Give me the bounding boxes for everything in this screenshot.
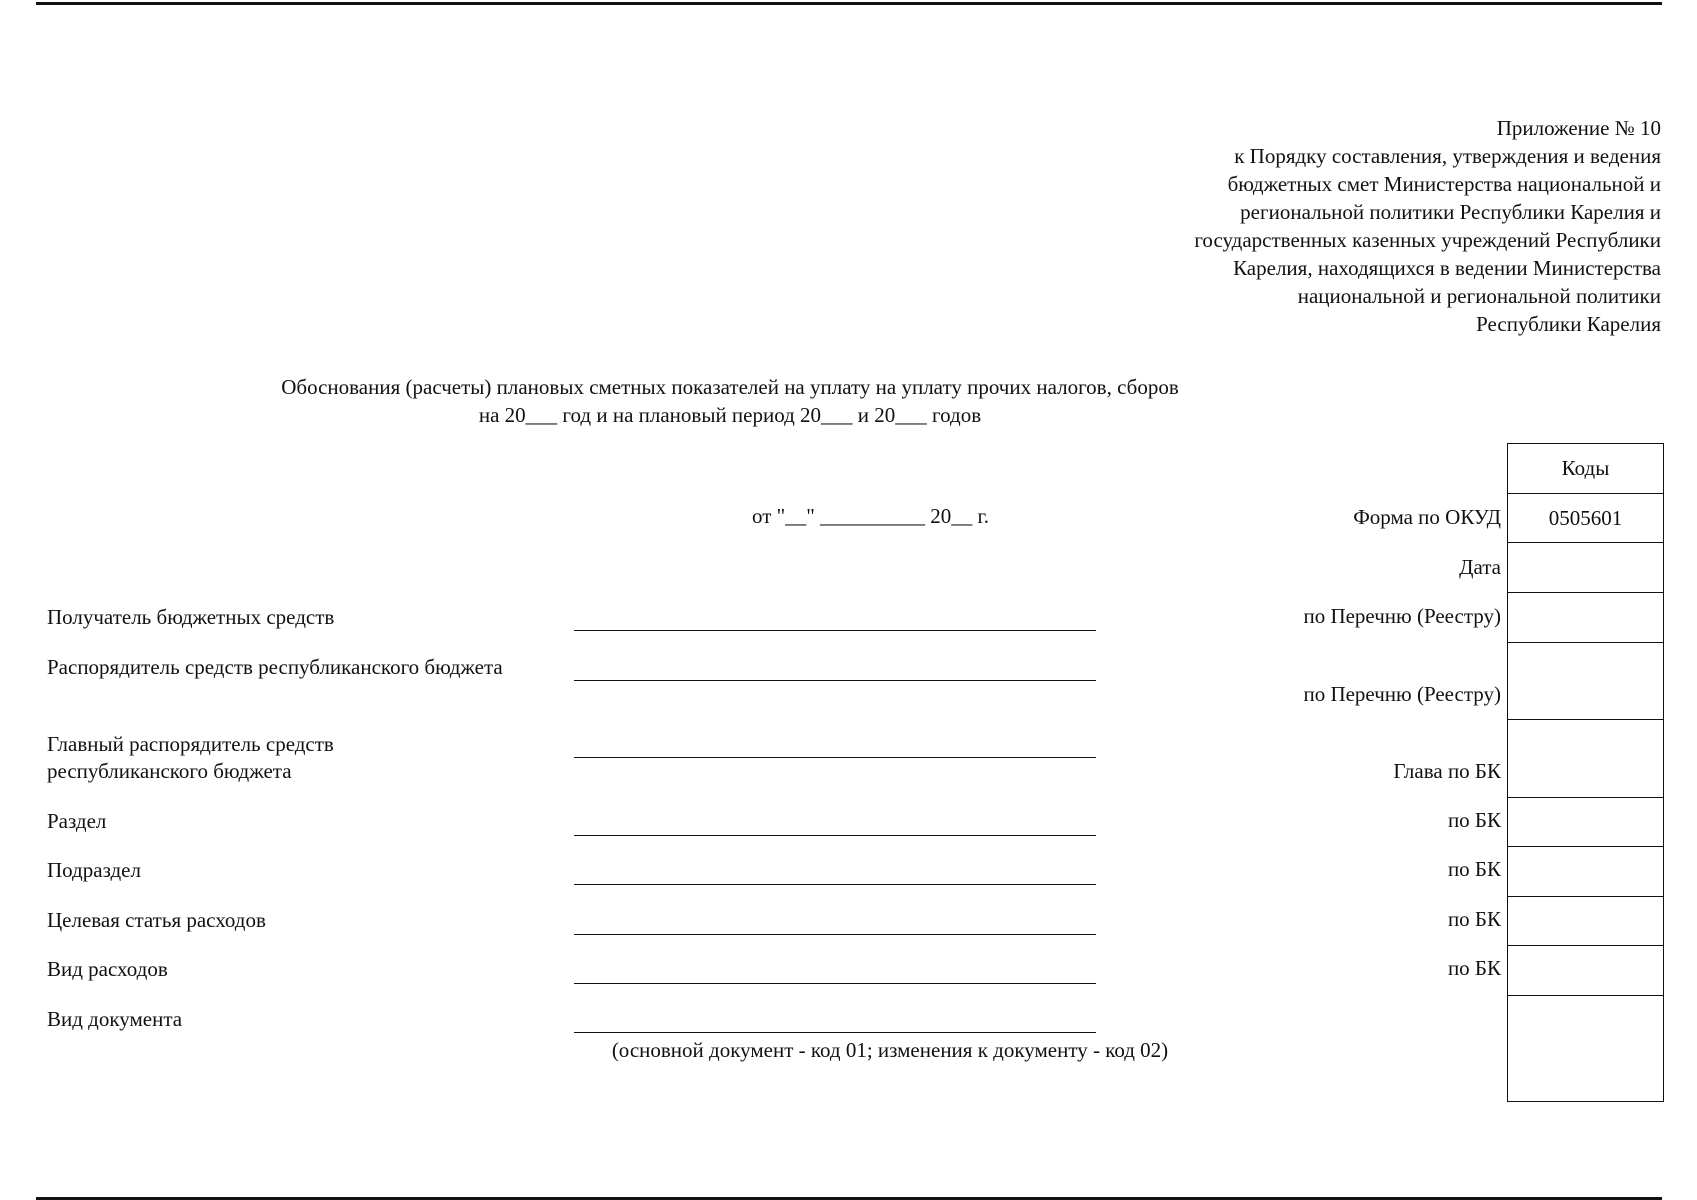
field-label-chief-manager: Главный распорядитель средств республиканского бюджета <box>47 732 334 783</box>
appendix-line: бюджетных смет Министерства национальной и <box>1227 172 1661 196</box>
title-line-1: Обоснования (расчеты) плановых сметных показателей на уплату на уплату прочих налогов, сборов <box>281 375 1179 399</box>
target-article-blank-line[interactable] <box>574 934 1096 935</box>
field-label-target-article: Целевая статья расходов <box>47 908 266 932</box>
field-label-expense-type: Вид расходов <box>47 957 168 981</box>
registry-label: по Перечню (Реестру) <box>1303 682 1501 706</box>
target-bk-label: по БК <box>1447 907 1501 931</box>
okud-code-cell[interactable]: 0505601 <box>1508 494 1663 543</box>
expense-type-blank-line[interactable] <box>574 983 1096 984</box>
field-label-document-type: Вид документа <box>47 1007 183 1031</box>
document-date: от "__" __________ 20__ г. <box>752 504 990 528</box>
date-label: Дата <box>1459 555 1501 579</box>
document-type-code-cell[interactable] <box>1508 996 1663 1102</box>
appendix-reference <box>1061 114 1661 338</box>
section-code-cell[interactable] <box>1508 798 1663 847</box>
appendix-line: к Порядку составления, утверждения и ведения <box>1234 144 1661 168</box>
expense-type-bk-label: по БК <box>1447 956 1501 980</box>
appendix-line: Республики Карелия <box>1476 312 1661 336</box>
subsection-blank-line[interactable] <box>574 884 1096 885</box>
field-label-manager: Распорядитель средств республиканского бюджета <box>47 655 503 679</box>
document-title <box>230 373 1230 429</box>
registry-code-cell[interactable] <box>1508 643 1663 720</box>
field-label-section: Раздел <box>47 809 107 833</box>
chapter-code-cell[interactable] <box>1508 720 1663 798</box>
chief-manager-blank-line[interactable] <box>574 757 1096 758</box>
appendix-line: государственных казенных учреждений Республики <box>1194 228 1661 252</box>
section-blank-line[interactable] <box>574 835 1096 836</box>
recipient-blank-line[interactable] <box>574 630 1096 631</box>
appendix-line: Приложение № 10 <box>1496 116 1661 140</box>
codes-header: Коды <box>1508 444 1663 494</box>
subsection-bk-label: по БК <box>1447 857 1501 881</box>
chapter-bk-label: Глава по БК <box>1393 759 1501 783</box>
codes-table <box>1507 443 1664 1102</box>
date-code-cell[interactable] <box>1508 543 1663 593</box>
manager-blank-line[interactable] <box>574 680 1096 681</box>
registry-label: по Перечню (Реестру) <box>1303 604 1501 628</box>
subsection-code-cell[interactable] <box>1508 847 1663 897</box>
appendix-line: Карелия, находящихся в ведении Министерства <box>1233 256 1661 280</box>
appendix-line: региональной политики Республики Карелия и <box>1240 200 1661 224</box>
expense-type-code-cell[interactable] <box>1508 946 1663 996</box>
section-bk-label: по БК <box>1447 808 1501 832</box>
okud-label: Форма по ОКУД <box>1353 505 1501 529</box>
field-label-recipient: Получатель бюджетных средств <box>47 605 335 629</box>
target-code-cell[interactable] <box>1508 897 1663 946</box>
appendix-line: национальной и региональной политики <box>1297 284 1661 308</box>
title-line-2: на 20___ год и на плановый период 20___ и 20___ годов <box>478 403 982 427</box>
document-type-note: (основной документ - код 01; изменения к документу - код 02) <box>611 1038 1169 1062</box>
field-label-subsection: Подраздел <box>47 858 141 882</box>
document-type-blank-line[interactable] <box>574 1032 1096 1033</box>
top-rule <box>36 2 1662 5</box>
registry-code-cell[interactable] <box>1508 593 1663 643</box>
